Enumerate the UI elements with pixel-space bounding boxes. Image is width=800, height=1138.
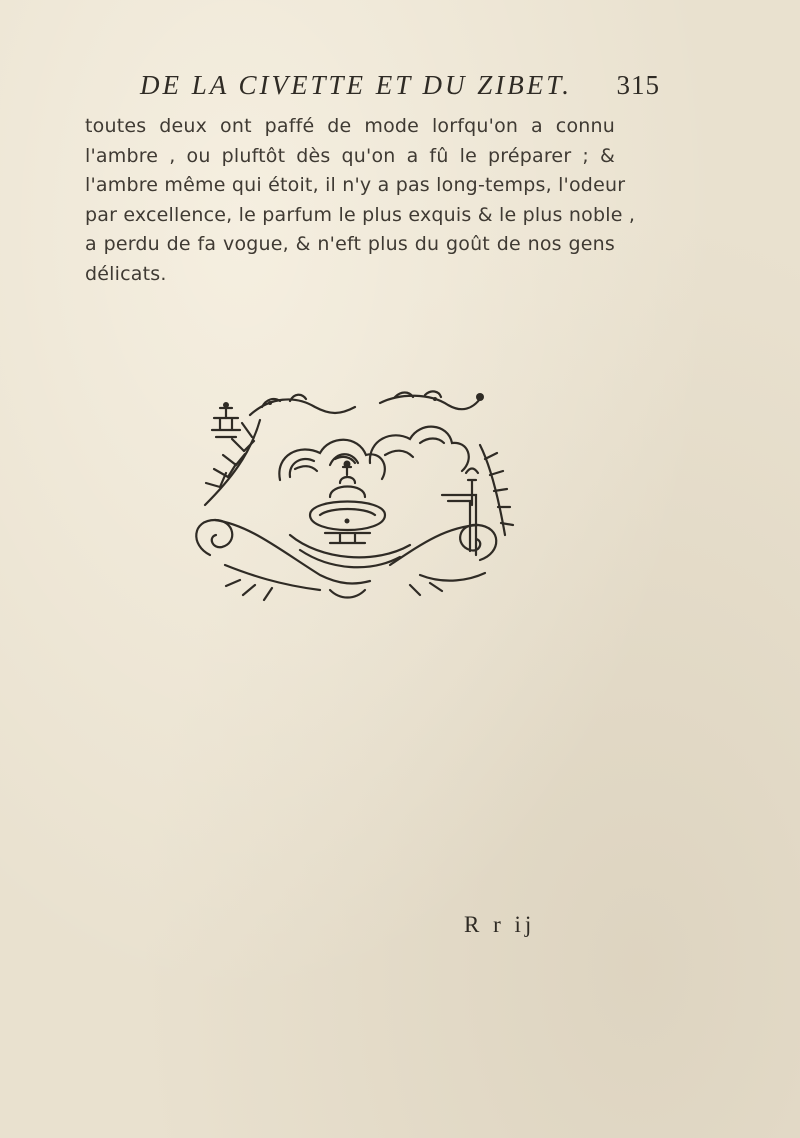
- cul-de-lampe-vignette-icon: [180, 385, 515, 610]
- running-head: [140, 70, 660, 106]
- text-line: a perdu de fa vogue, & n'eft plus du goût de nos gens: [85, 233, 615, 255]
- text-line: délicats.: [85, 262, 167, 285]
- text-line: l'ambre , ou pluftôt dès qu'on a fû le préparer ; &: [85, 144, 615, 167]
- body-paragraph: [85, 112, 636, 289]
- running-head-title: DE LA CIVETTE ET DU ZIBET.: [140, 70, 573, 100]
- text-line: par excellence, le parfum le plus exquis & le plus noble ,: [85, 203, 636, 226]
- page-number: 315: [616, 70, 660, 100]
- signature-mark: R r ij: [464, 912, 536, 937]
- text-line: toutes deux ont paffé de mode lorfqu'on a connu: [85, 115, 615, 137]
- text-line: l'ambre même qui étoit, il n'y a pas long-temps, l'odeur: [85, 174, 626, 196]
